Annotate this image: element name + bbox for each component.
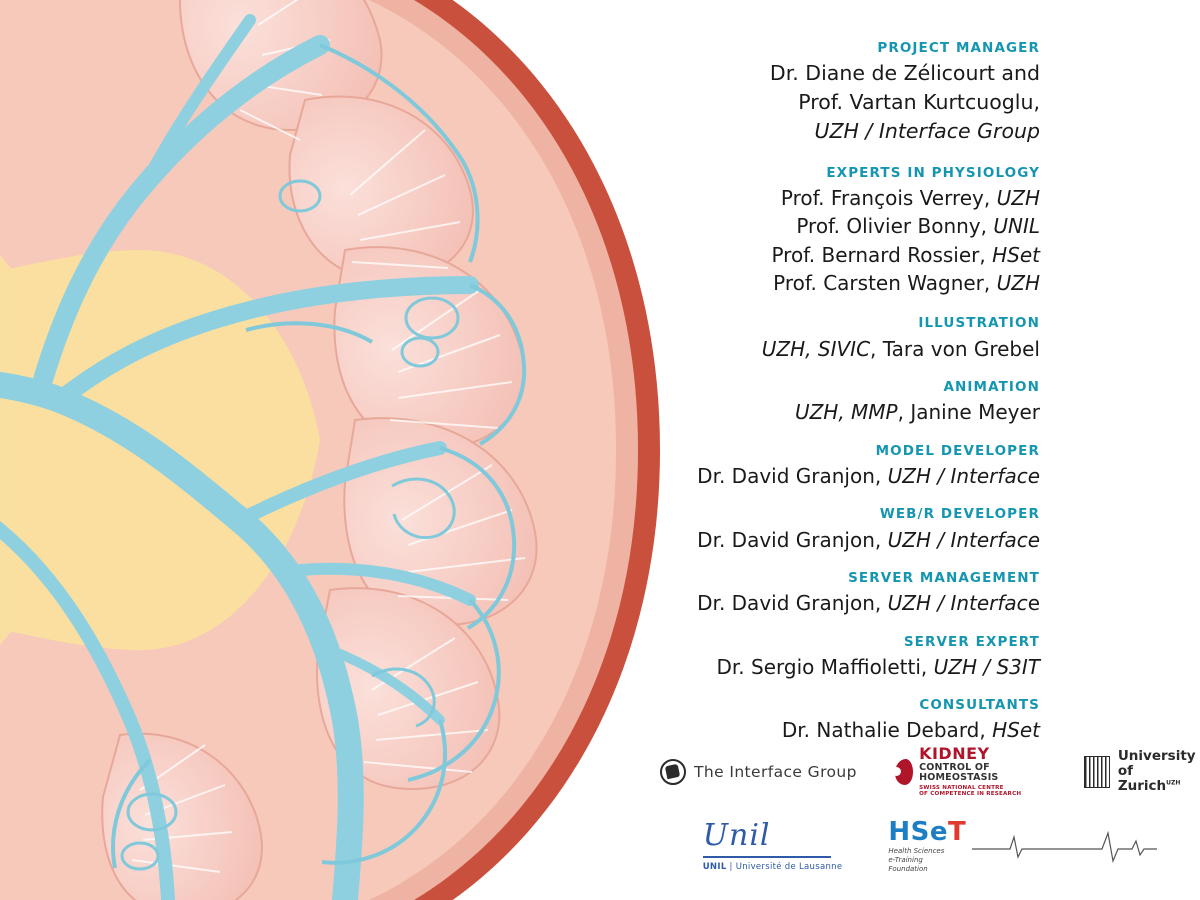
logo-kidney-title: KIDNEY xyxy=(919,744,990,763)
logo-hset-sub3: Foundation xyxy=(888,864,928,873)
logo-row-top xyxy=(660,746,1200,797)
role-label-web-developer: WEB/R DEVELOPER xyxy=(879,506,1040,523)
credit-value-illustration: UZH, SIVIC, Tara von Grebel xyxy=(761,336,1040,361)
logo-unil-sub-rest: | Université de Lausanne xyxy=(726,861,843,872)
logo-nccr-kidney[interactable] xyxy=(895,746,1046,797)
logo-uzh-sup: UZH xyxy=(1166,779,1181,787)
credit-value-model-developer: Dr. David Granjon, UZH / Interface xyxy=(697,463,1040,488)
interface-group-mark-icon xyxy=(660,759,686,785)
logo-hset[interactable] xyxy=(888,819,1157,873)
credit-value-pm-line1: Dr. Diane de Zélicourt and xyxy=(769,61,1040,86)
credit-illustration xyxy=(660,313,1040,363)
logo-interface-group-label: The Interface Group xyxy=(694,762,857,781)
credit-value-server-management: Dr. David Granjon, UZH / Interface xyxy=(697,591,1040,616)
credit-web-developer xyxy=(660,504,1040,554)
credit-server-management xyxy=(660,568,1040,618)
logo-hset-sub2: e-Training xyxy=(888,856,923,865)
logo-interface-group[interactable] xyxy=(660,759,857,785)
role-label-model-developer: MODEL DEVELOPER xyxy=(875,442,1040,459)
role-label-animation: ANIMATION xyxy=(943,379,1040,396)
logo-hset-main: HSe xyxy=(888,817,949,848)
credit-value-pm-line2: Prof. Vartan Kurtcuoglu, xyxy=(798,90,1040,115)
logo-row-bottom xyxy=(660,819,1200,873)
logo-unil-sub-bold: UNIL xyxy=(702,861,727,872)
logo-hset-sub1: Health Sciences xyxy=(888,847,945,856)
credit-consultants xyxy=(660,695,1040,745)
credit-value-consultants: Dr. Nathalie Debard, HSet xyxy=(781,718,1040,743)
logo-kidney-line1: SWISS NATIONAL CENTRE xyxy=(919,784,1004,791)
credit-value-web-developer: Dr. David Granjon, UZH / Interface xyxy=(697,527,1040,552)
ecg-trace-icon xyxy=(972,827,1157,867)
credit-value-expert-1: Prof. François Verrey, UZH xyxy=(780,185,1040,210)
credit-model-developer xyxy=(660,441,1040,491)
logo-hset-t: T xyxy=(948,817,967,848)
role-label-consultants: CONSULTANTS xyxy=(919,697,1040,714)
role-label-server-expert: SERVER EXPERT xyxy=(903,633,1040,650)
role-label-server-management: SERVER MANAGEMENT xyxy=(848,569,1040,586)
credit-value-expert-4: Prof. Carsten Wagner, UZH xyxy=(773,271,1040,295)
credit-animation xyxy=(660,377,1040,427)
role-label-experts: EXPERTS IN PHYSIOLOGY xyxy=(826,164,1040,181)
logo-uzh-line2: Zurich xyxy=(1117,778,1167,795)
uzh-crest-icon xyxy=(1084,756,1110,788)
credit-value-pm-line3: UZH / Interface Group xyxy=(814,119,1040,144)
role-label-illustration: ILLUSTRATION xyxy=(918,315,1040,332)
credit-value-server-expert: Dr. Sergio Maffioletti, UZH / S3IT xyxy=(716,654,1040,679)
logo-unil[interactable] xyxy=(702,818,843,872)
logo-kidney-line2: OF COMPETENCE IN RESEARCH xyxy=(919,790,1022,797)
credit-server-expert xyxy=(660,632,1040,682)
logo-university-of-zurich[interactable] xyxy=(1084,749,1200,794)
partner-logos xyxy=(660,742,1200,900)
credit-project-manager xyxy=(660,38,1040,147)
credit-value-expert-3: Prof. Bernard Rossier, HSet xyxy=(771,242,1040,267)
credit-value-animation: UZH, MMP, Janine Meyer xyxy=(794,400,1040,425)
credit-experts-physiology xyxy=(660,163,1040,298)
credit-value-expert-2: Prof. Olivier Bonny, UNIL xyxy=(796,214,1040,239)
logo-uzh-line1: University of xyxy=(1117,748,1196,780)
logo-unil-rule xyxy=(703,856,831,858)
role-label-project-manager: PROJECT MANAGER xyxy=(877,40,1040,56)
kidney-bean-icon xyxy=(895,759,913,785)
logo-kidney-subtitle: CONTROL OF HOMEOSTASIS xyxy=(919,761,999,783)
credits-list xyxy=(660,0,1120,743)
logo-unil-script: Unil xyxy=(702,818,771,854)
